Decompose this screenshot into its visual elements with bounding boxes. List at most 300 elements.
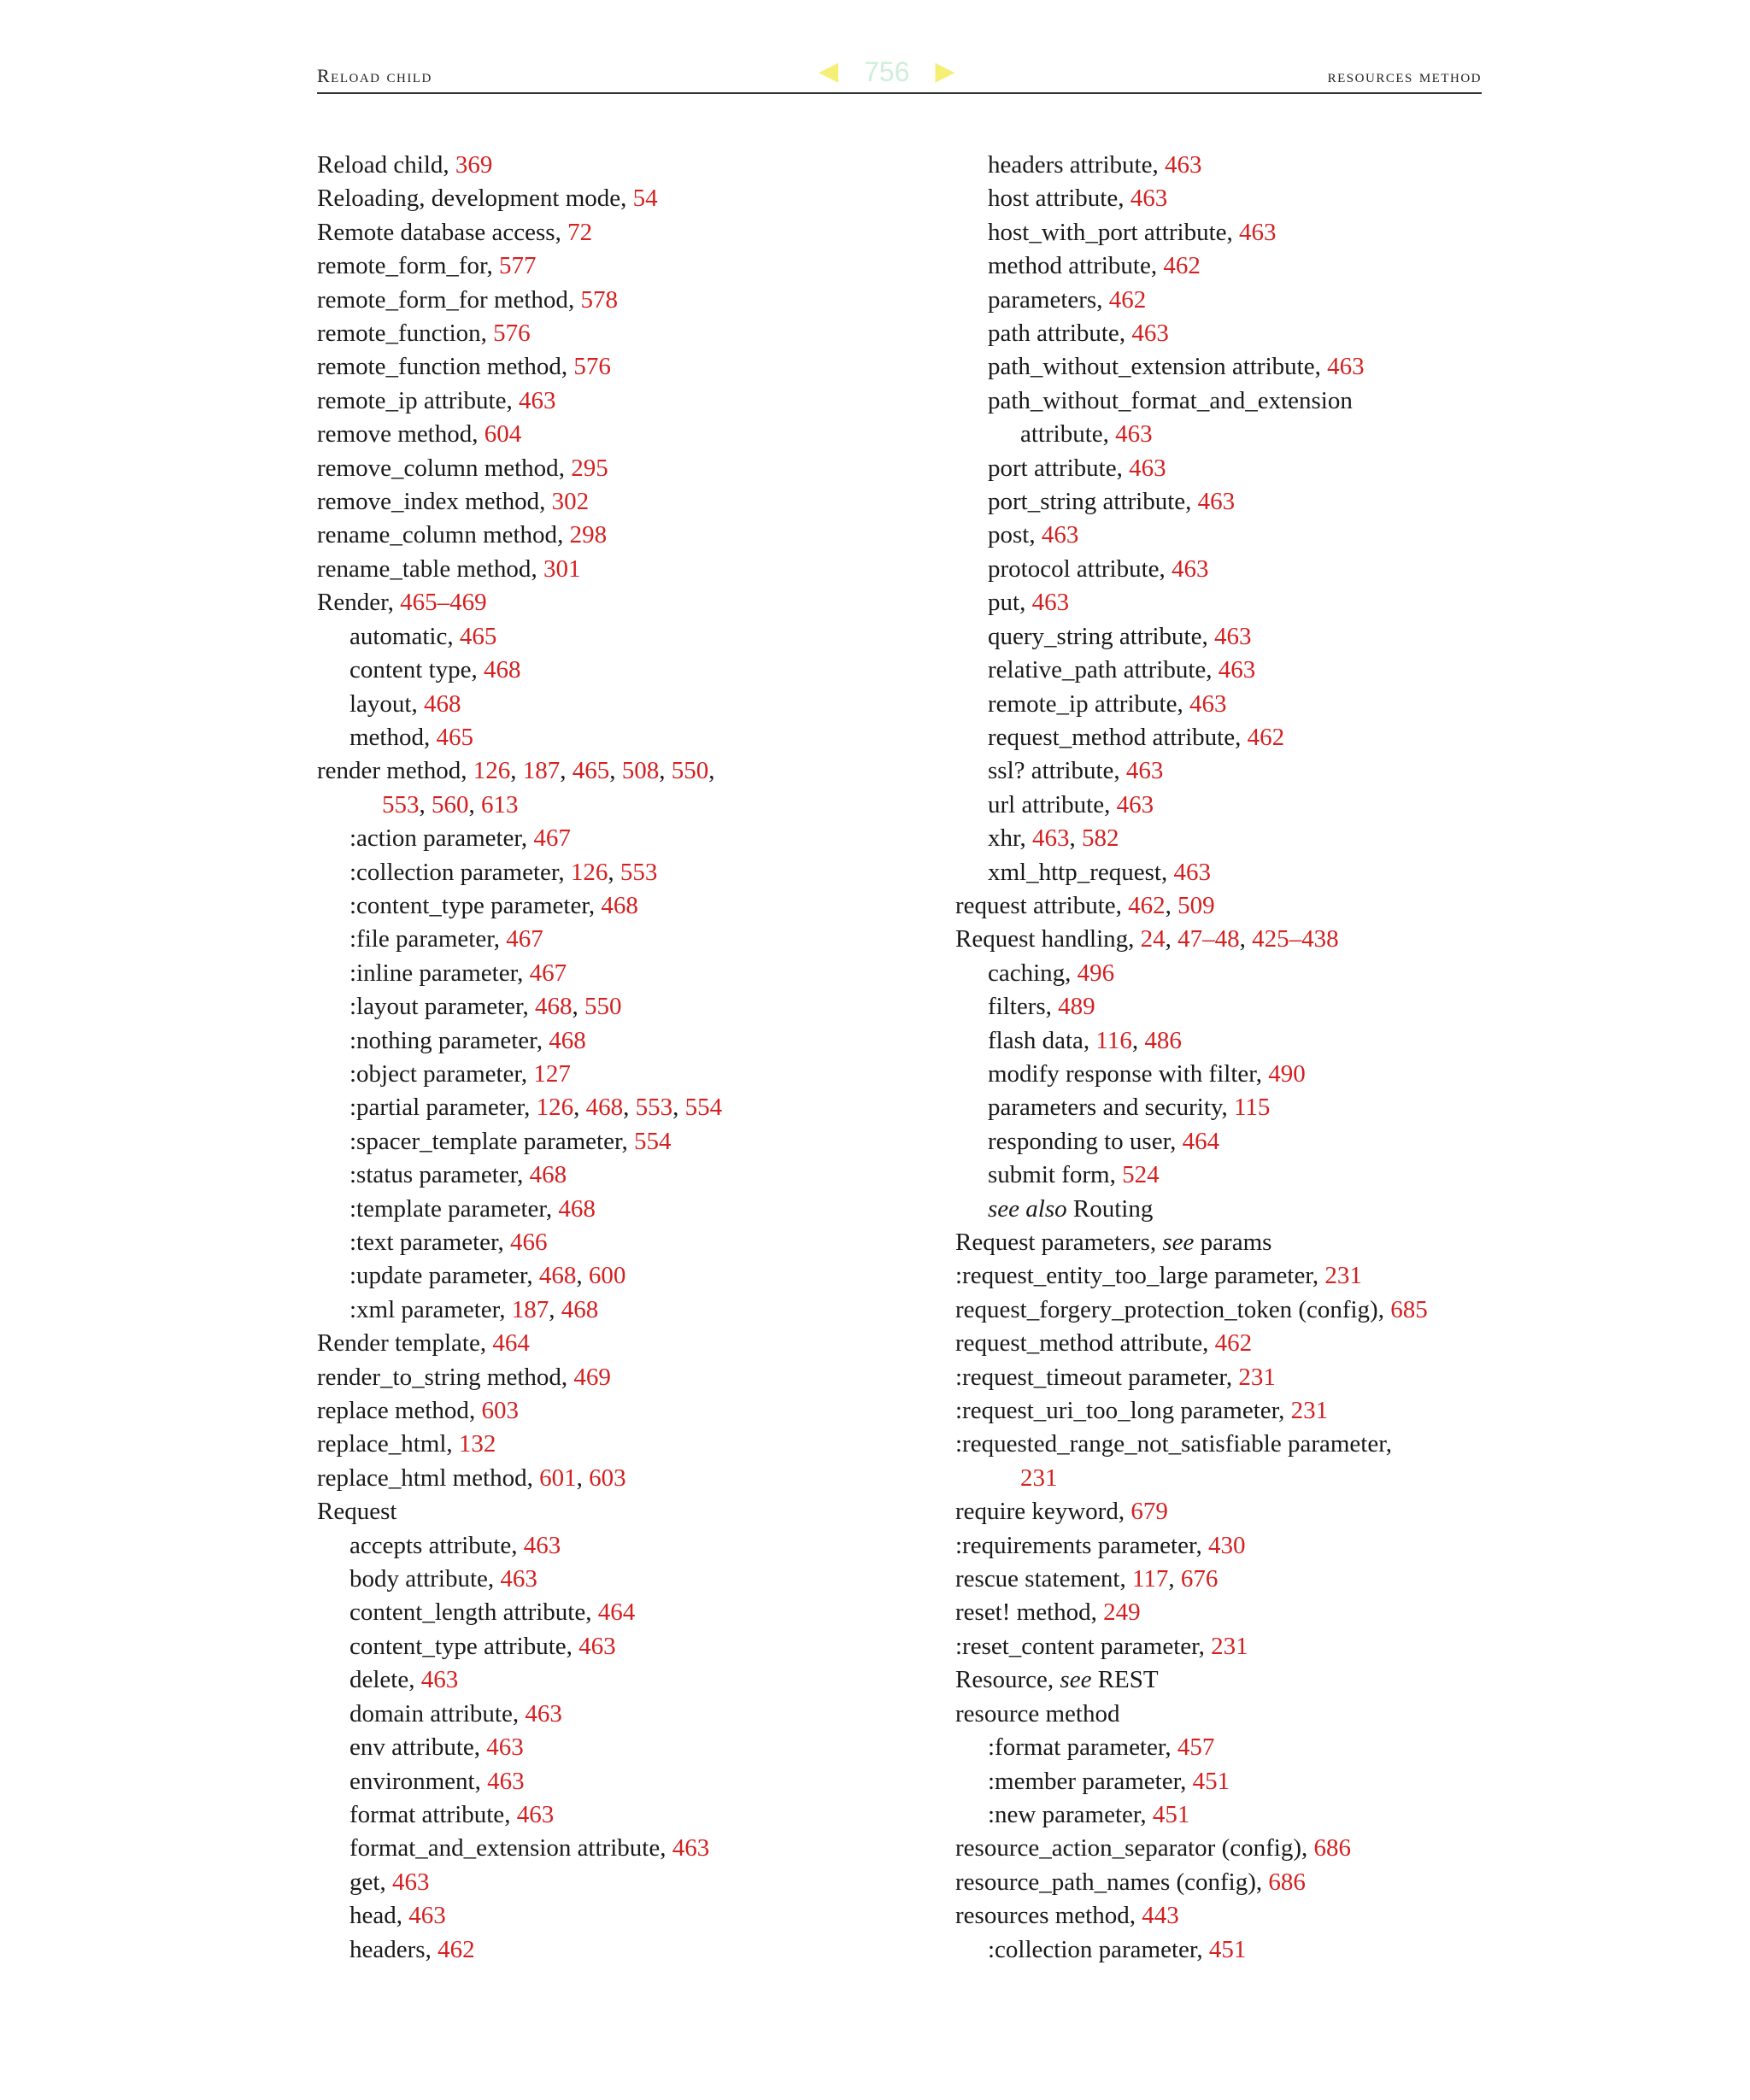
page-link[interactable]: 486 — [1144, 1026, 1182, 1054]
see-target: REST — [1097, 1666, 1159, 1694]
page-link[interactable]: 603 — [481, 1397, 519, 1425]
index-entry: render method, 126, 187, 465, 508, 550, — [317, 757, 715, 785]
page-link[interactable]: 468 — [535, 993, 573, 1021]
index-entry: parameters, 462 — [988, 285, 1147, 314]
index-term: domain attribute — [349, 1699, 513, 1728]
index-entry: remote_ip attribute, 463 — [317, 386, 556, 414]
index-entry: remote_ip attribute, 463 — [988, 689, 1227, 718]
index-term: render_to_string method — [317, 1363, 561, 1391]
page-link[interactable]: 451 — [1192, 1767, 1230, 1795]
index-entry: head, 463 — [349, 1902, 446, 1930]
page-link[interactable]: 425–438 — [1252, 925, 1339, 953]
page-link[interactable]: 463 — [525, 1699, 562, 1728]
index-term: url attribute — [988, 790, 1105, 818]
page-link[interactable]: 576 — [493, 320, 531, 348]
index-entry: body attribute, 463 — [349, 1565, 537, 1593]
page-link[interactable]: 553 — [635, 1094, 673, 1122]
index-entry: headers, 462 — [349, 1935, 475, 1963]
index-term: :request_uri_too_long parameter — [955, 1397, 1279, 1425]
index-term: :requirements parameter — [955, 1531, 1196, 1559]
page-link[interactable]: 462 — [1214, 1329, 1253, 1358]
index-term: reset! method — [955, 1598, 1091, 1627]
index-term: automatic — [349, 622, 448, 650]
page-link[interactable]: 468 — [558, 1194, 596, 1223]
page-link[interactable]: 463 — [420, 1666, 459, 1694]
page-link[interactable]: 463 — [1189, 689, 1227, 718]
index-term: remove_index method — [317, 488, 540, 516]
index-term: :status parameter — [349, 1161, 518, 1189]
page-link[interactable]: 463 — [1213, 622, 1252, 650]
index-entry: :reset_content parameter, 231 — [955, 1632, 1248, 1660]
page-link[interactable]: 116 — [1095, 1026, 1132, 1054]
index-entry: replace_html, 132 — [317, 1430, 496, 1458]
page-link[interactable]: 249 — [1103, 1598, 1141, 1627]
page-link[interactable]: 231 — [1324, 1262, 1362, 1290]
index-entry: method, 465 — [349, 723, 473, 751]
header-right-entry: resources method — [1327, 65, 1482, 86]
page-link[interactable]: 465–469 — [400, 589, 487, 617]
index-entry: render_to_string method, 469 — [317, 1363, 611, 1391]
index-entry: remote_form_for method, 578 — [317, 285, 618, 314]
index-term: request_forgery_protection_token (config) — [955, 1295, 1378, 1323]
page-link[interactable]: 463 — [1327, 353, 1365, 381]
index-term: Resource — [955, 1666, 1048, 1694]
page-link[interactable]: 577 — [499, 252, 537, 280]
see-label: see — [1060, 1666, 1092, 1694]
page-link[interactable]: 468 — [585, 1094, 624, 1122]
index-term: get — [349, 1868, 380, 1896]
page-link[interactable]: 463 — [1041, 521, 1079, 549]
index-column-left — [317, 149, 932, 1967]
page-link[interactable]: 187 — [522, 757, 561, 785]
see-also-label: see also — [988, 1194, 1067, 1223]
index-term: xhr — [988, 824, 1020, 853]
page-link[interactable]: 463 — [1164, 151, 1202, 179]
page-link[interactable]: 24 — [1140, 925, 1166, 953]
index-term: query_string attribute — [988, 622, 1202, 650]
index-entry: automatic, 465 — [349, 622, 497, 650]
page-link[interactable]: 686 — [1268, 1868, 1306, 1896]
header-left-entry: Reload child — [317, 65, 432, 86]
page-link[interactable]: 463 — [523, 1531, 561, 1559]
index-entry: :inline parameter, 467 — [349, 959, 567, 987]
index-entry: url attribute, 463 — [988, 790, 1154, 818]
index-entry: Request handling, 24, 47–48, 425–438 — [955, 925, 1339, 953]
page-link[interactable]: 465 — [436, 723, 473, 751]
index-term: Render template — [317, 1329, 480, 1358]
page-link[interactable]: 601 — [539, 1464, 577, 1492]
page-link[interactable]: 560 — [432, 790, 469, 818]
index-entry: layout, 468 — [349, 689, 461, 718]
index-term: headers — [349, 1935, 426, 1963]
index-entry: submit form, 524 — [988, 1161, 1160, 1189]
page-link[interactable]: 468 — [549, 1026, 586, 1054]
page-link[interactable]: 509 — [1177, 891, 1215, 919]
index-entry — [955, 1698, 1502, 1731]
index-term: path_without_extension attribute — [988, 353, 1315, 381]
page-link[interactable]: 578 — [580, 285, 618, 314]
index-term: path attribute — [988, 320, 1119, 348]
page-link[interactable]: 496 — [1077, 959, 1115, 987]
index-entry: :action parameter, 467 — [349, 824, 571, 853]
index-term: resource_path_names (config) — [955, 1868, 1256, 1896]
page-link[interactable]: 463 — [408, 1902, 446, 1930]
page-link[interactable]: 462 — [1108, 285, 1147, 314]
page-link[interactable]: 301 — [543, 554, 581, 583]
index-term: format attribute — [349, 1800, 505, 1828]
page-link[interactable]: 463 — [1129, 454, 1166, 482]
page-link[interactable]: 468 — [529, 1161, 567, 1189]
page-link[interactable]: 468 — [538, 1262, 577, 1290]
page-link[interactable]: 465 — [459, 622, 497, 650]
index-term: remote_function method — [317, 353, 561, 381]
index-term: :layout parameter — [349, 993, 523, 1021]
index-term: modify response with filter — [988, 1059, 1256, 1088]
index-term: put — [988, 589, 1020, 617]
page-link[interactable]: 231 — [1020, 1464, 1058, 1492]
index-entry: resource_action_separator (config), 686 — [955, 1834, 1351, 1862]
index-term: :text parameter — [349, 1229, 498, 1256]
index-entry: content_length attribute, 464 — [349, 1598, 636, 1627]
index-term: :inline parameter — [349, 959, 518, 987]
index-entry: modify response with filter, 490 — [988, 1059, 1306, 1088]
page-link[interactable]: 468 — [561, 1295, 599, 1323]
index-entry: filters, 489 — [988, 993, 1095, 1021]
left-arrow-icon[interactable]: ◀ — [819, 57, 839, 85]
page-link[interactable]: 463 — [1130, 185, 1168, 213]
page-link[interactable]: 685 — [1390, 1295, 1428, 1323]
page-link[interactable]: 463 — [1218, 656, 1256, 684]
index-term: :partial parameter — [349, 1094, 525, 1122]
page-link[interactable]: 451 — [1208, 1935, 1247, 1963]
index-term: remote_form_for method — [317, 285, 568, 314]
index-term: Request handling — [955, 925, 1129, 953]
index-term: :content_type parameter — [349, 891, 589, 919]
page-link[interactable]: 465 — [572, 757, 610, 785]
index-entry: request_method attribute, 462 — [955, 1329, 1253, 1358]
index-entry: :nothing parameter, 468 — [349, 1026, 586, 1054]
page-link[interactable]: 231 — [1290, 1397, 1329, 1425]
page-link[interactable]: 126 — [473, 757, 511, 785]
page-link[interactable]: 117 — [1131, 1565, 1169, 1593]
index-term: remote_function — [317, 320, 481, 348]
index-entry: :requirements parameter, 430 — [955, 1531, 1246, 1559]
index-entry: xml_http_request, 463 — [988, 858, 1211, 886]
index-term: :xml parameter — [349, 1295, 500, 1323]
page-link[interactable]: 468 — [424, 689, 461, 718]
page-link[interactable]: 467 — [506, 925, 543, 953]
page-link[interactable]: 604 — [484, 420, 522, 449]
page-link[interactable]: 231 — [1238, 1363, 1276, 1391]
page-link[interactable]: 463 — [1173, 858, 1211, 886]
page-link[interactable]: 686 — [1313, 1834, 1351, 1862]
index-entry: port attribute, 463 — [988, 454, 1166, 482]
page-link[interactable]: 231 — [1211, 1632, 1248, 1660]
page-link[interactable]: 463 — [486, 1733, 524, 1762]
index-entry: request_forgery_protection_token (config), 685 — [955, 1295, 1428, 1323]
index-term: :file parameter — [349, 925, 494, 953]
index-term: port attribute — [988, 454, 1117, 482]
index-entry: host_with_port attribute, 463 — [988, 218, 1277, 246]
index-term: resources method — [955, 1902, 1130, 1930]
index-term: delete — [349, 1666, 409, 1694]
index-term: replace method — [317, 1397, 469, 1425]
page-link[interactable]: 576 — [573, 353, 611, 381]
index-entry: :request_timeout parameter, 231 — [955, 1363, 1276, 1391]
index-entry: Remote database access, 72 — [317, 218, 593, 246]
see-target: params — [1200, 1229, 1272, 1256]
index-entry: :status parameter, 468 — [349, 1161, 567, 1189]
index-entry: environment, 463 — [349, 1767, 525, 1795]
index-entry: :file parameter, 467 — [349, 925, 543, 953]
index-entry: format attribute, 463 — [349, 1800, 555, 1828]
index-entry: :template parameter, 468 — [349, 1194, 596, 1223]
index-entry: relative_path attribute, 463 — [988, 656, 1256, 684]
index-entry: post, 463 — [988, 521, 1079, 549]
index-term: :action parameter — [349, 824, 521, 853]
index-term: Request — [317, 1498, 397, 1526]
index-term: :requested_range_not_satisfiable parameter — [955, 1430, 1386, 1458]
page-link[interactable]: 603 — [589, 1464, 626, 1492]
page-link[interactable]: 462 — [1247, 723, 1285, 751]
index-term: xml_http_request — [988, 858, 1161, 886]
page-link[interactable]: 676 — [1180, 1565, 1219, 1593]
page-link[interactable]: 54 — [632, 185, 658, 213]
page-navigation — [819, 55, 955, 89]
index-entry: resources method, 443 — [955, 1902, 1179, 1930]
index-entry: format_and_extension attribute, 463 — [349, 1834, 710, 1862]
index-term: resource method — [955, 1699, 1120, 1728]
page-link[interactable]: 463 — [518, 386, 556, 414]
page-link[interactable]: 126 — [536, 1094, 574, 1122]
index-term: caching — [988, 959, 1066, 987]
index-term: port_string attribute — [988, 488, 1186, 516]
page-link[interactable]: 582 — [1082, 824, 1119, 853]
index-term: filters — [988, 993, 1046, 1021]
index-entry: :text parameter, 466 — [349, 1229, 548, 1256]
index-term: env attribute — [349, 1733, 474, 1762]
page-link[interactable]: 464 — [492, 1329, 530, 1358]
index-entry: rescue statement, 117, 676 — [955, 1565, 1219, 1593]
index-entry: :format parameter, 457 — [988, 1733, 1215, 1762]
page-link[interactable]: 463 — [1197, 488, 1236, 516]
index-entry: remote_function, 576 — [317, 320, 531, 348]
page-link[interactable]: 295 — [571, 454, 608, 482]
index-entry: protocol attribute, 463 — [988, 554, 1209, 583]
index-entry: env attribute, 463 — [349, 1733, 524, 1762]
index-entry: ssl? attribute, 463 — [988, 757, 1164, 785]
index-term: post — [988, 521, 1030, 549]
index-entry: Resource, see REST — [955, 1666, 1159, 1694]
index-term: Reloading, development mode — [317, 185, 621, 213]
page-link[interactable]: 466 — [510, 1229, 548, 1256]
index-term: head — [349, 1902, 396, 1930]
page-link[interactable]: 302 — [551, 488, 590, 516]
index-term: Reload child — [317, 151, 443, 179]
page-link[interactable]: 72 — [567, 218, 593, 246]
page-link[interactable]: 490 — [1268, 1059, 1306, 1088]
index-entry: reset! method, 249 — [955, 1598, 1141, 1627]
index-term: resource_action_separator (config) — [955, 1834, 1301, 1862]
right-arrow-icon[interactable]: ▶ — [935, 57, 955, 85]
index-term: remote_form_for — [317, 252, 487, 280]
page-link[interactable]: 554 — [633, 1127, 672, 1155]
page-link[interactable]: 524 — [1122, 1161, 1160, 1189]
index-entry: host attribute, 463 — [988, 185, 1168, 213]
page-link[interactable]: 463 — [1116, 790, 1154, 818]
page-link[interactable]: 462 — [438, 1935, 475, 1963]
index-term: path_without_format_and_extension — [988, 386, 1353, 414]
index-term: remote_ip attribute — [988, 689, 1177, 718]
index-entry: query_string attribute, 463 — [988, 622, 1252, 650]
index-entry: content_type attribute, 463 — [349, 1632, 616, 1660]
index-entry: :request_entity_too_large parameter, 231 — [955, 1262, 1362, 1290]
page-link[interactable]: 127 — [533, 1059, 571, 1088]
index-term: :update parameter — [349, 1262, 527, 1290]
page-link[interactable]: 508 — [621, 757, 660, 785]
page-link[interactable]: 463 — [500, 1565, 537, 1593]
index-entry: :content_type parameter, 468 — [349, 891, 638, 919]
page-link[interactable]: 430 — [1207, 1531, 1246, 1559]
index-entry: :collection parameter, 126, 553 — [349, 858, 658, 886]
index-term: :member parameter — [988, 1767, 1181, 1795]
index-entry: delete, 463 — [349, 1666, 459, 1694]
index-entry: remove_column method, 295 — [317, 454, 608, 482]
page-link[interactable]: 554 — [684, 1094, 723, 1122]
index-entry: path attribute, 463 — [988, 320, 1169, 348]
page-link[interactable]: 553 — [620, 858, 658, 886]
page-link[interactable]: 462 — [1163, 252, 1201, 280]
index-term: :request_entity_too_large parameter — [955, 1262, 1312, 1290]
page-link[interactable]: 443 — [1142, 1902, 1179, 1930]
index-term: attribute — [1020, 420, 1103, 449]
index-entry: parameters and security, 115 — [988, 1094, 1271, 1122]
index-term: :request_timeout parameter — [955, 1363, 1226, 1391]
index-entry: Request parameters, see params — [955, 1229, 1272, 1256]
page-link[interactable]: 463 — [1031, 589, 1070, 617]
index-term: parameters and security — [988, 1094, 1222, 1122]
index-term: :nothing parameter — [349, 1026, 537, 1054]
page-link[interactable]: 463 — [516, 1800, 555, 1828]
index-term: protocol attribute — [988, 554, 1160, 583]
index-entry: attribute, 463 — [1020, 420, 1153, 449]
index-term: Request parameters — [955, 1229, 1150, 1256]
page-link[interactable]: 126 — [570, 858, 608, 886]
index-entry: method attribute, 462 — [988, 252, 1201, 280]
index-entry: flash data, 116, 486 — [988, 1026, 1182, 1054]
index-term: request_method attribute — [988, 723, 1236, 751]
index-entry: remove method, 604 — [317, 420, 522, 449]
page-link[interactable]: 468 — [484, 656, 521, 684]
index-entry: :request_uri_too_long parameter, 231 — [955, 1397, 1329, 1425]
index-term: flash data — [988, 1026, 1083, 1054]
page-link[interactable]: 468 — [601, 891, 638, 919]
page-link[interactable]: 463 — [1172, 554, 1209, 583]
page-link[interactable]: 457 — [1177, 1733, 1215, 1762]
index-entry: :object parameter, 127 — [349, 1059, 571, 1088]
page-link[interactable]: 463 — [672, 1834, 710, 1862]
page-link[interactable]: 463 — [1239, 218, 1277, 246]
page-link[interactable]: 298 — [569, 521, 608, 549]
index-entry: content type, 468 — [349, 656, 521, 684]
page-link[interactable]: 467 — [529, 959, 567, 987]
index-term: :template parameter — [349, 1194, 546, 1223]
index-column-right — [955, 149, 1502, 1967]
index-entry: :layout parameter, 468, 550 — [349, 993, 622, 1021]
page-link[interactable]: 463 — [487, 1767, 525, 1795]
page-link[interactable]: 463 — [1125, 757, 1164, 785]
index-term: remove method — [317, 420, 473, 449]
index-term: :spacer_template parameter — [349, 1127, 622, 1155]
index-term: submit form — [988, 1161, 1110, 1189]
index-term: :collection parameter — [349, 858, 559, 886]
index-entry — [955, 1462, 1502, 1495]
page-link[interactable]: 369 — [455, 151, 493, 179]
page-link[interactable]: 463 — [578, 1632, 616, 1660]
index-term: replace_html method — [317, 1464, 527, 1492]
index-entry: request_method attribute, 462 — [988, 723, 1285, 751]
page-number: 756 — [864, 56, 910, 87]
index-entry: replace method, 603 — [317, 1397, 519, 1425]
page-link[interactable]: 115 — [1234, 1094, 1271, 1122]
page-link[interactable]: 463 — [1115, 420, 1153, 449]
page-link[interactable]: 553 — [382, 790, 420, 818]
index-entry: port_string attribute, 463 — [988, 488, 1236, 516]
index-term: rename_column method — [317, 521, 558, 549]
index-entry: responding to user, 464 — [988, 1127, 1220, 1155]
index-term: method attribute — [988, 252, 1151, 280]
index-term: remove_column method — [317, 454, 559, 482]
page-link[interactable]: 550 — [671, 757, 709, 785]
page-link[interactable]: 463 — [1032, 824, 1070, 853]
page-link[interactable]: 187 — [511, 1295, 549, 1323]
index-entry: 553, 560, 613 — [382, 790, 519, 818]
page-link[interactable]: 600 — [588, 1262, 626, 1290]
index-entry: domain attribute, 463 — [349, 1699, 562, 1728]
page-link[interactable]: 451 — [1152, 1800, 1190, 1828]
page-link[interactable]: 462 — [1128, 891, 1166, 919]
index-entry: get, 463 — [349, 1868, 430, 1896]
index-term: :new parameter — [988, 1800, 1141, 1828]
index-term: require keyword — [955, 1498, 1119, 1526]
index-term: :reset_content parameter — [955, 1632, 1199, 1660]
index-term: render method — [317, 757, 461, 785]
page-link[interactable]: 132 — [458, 1430, 496, 1458]
index-term: content_length attribute — [349, 1598, 586, 1627]
page-link[interactable]: 550 — [584, 993, 622, 1021]
page-link[interactable]: 469 — [573, 1363, 611, 1391]
page-link[interactable]: 489 — [1058, 993, 1095, 1021]
page-link[interactable]: 467 — [533, 824, 571, 853]
index-term: :object parameter — [349, 1059, 521, 1088]
index-term: rename_table method — [317, 554, 531, 583]
index-entry: remote_form_for, 577 — [317, 252, 537, 280]
index-term: Render — [317, 589, 388, 617]
page-link[interactable]: 464 — [1182, 1127, 1220, 1155]
page-link[interactable]: 47–48 — [1177, 925, 1240, 953]
page-link[interactable]: 463 — [1131, 320, 1169, 348]
page-link[interactable]: 463 — [391, 1868, 430, 1896]
index-term: layout — [349, 689, 412, 718]
index-entry: Render, 465–469 — [317, 589, 487, 617]
index-term: :collection parameter — [988, 1935, 1197, 1963]
index-entry: Render template, 464 — [317, 1329, 530, 1358]
page-link[interactable]: 613 — [481, 790, 519, 818]
index-term: ssl? attribute — [988, 757, 1114, 785]
page-link[interactable]: 464 — [597, 1598, 636, 1627]
index-entry: rename_table method, 301 — [317, 554, 581, 583]
page-link[interactable]: 679 — [1130, 1498, 1168, 1526]
